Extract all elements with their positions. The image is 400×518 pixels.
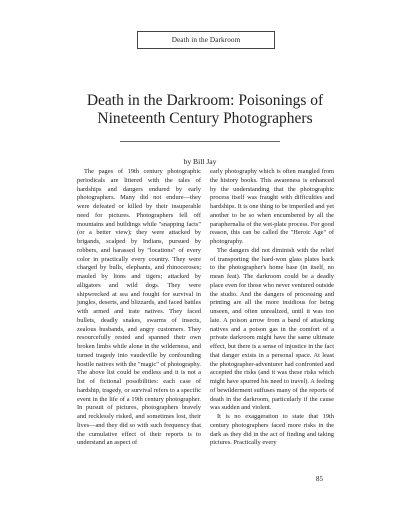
paragraph: The dangers did not diminish with the relief of transporting the hard-won glass plates back to the photographer's home base (in itself, no mean feat). The darkroom could be a deadly place even for those who never ventured outside the studio. And the dangers of processing and printing are all the more insidious for being unseen, and often unrealized, until it was too late. A poison arrow from a band of attacking natives and a poison gas in the comfort of a private darkroom might have the same ultimate effect, but there is a sense of injustice in the fact that danger exists in a personal space. At least the photographer-adventurer had confronted and accepted the risks (and it was these risks which might have spurred his need to travel). A feeling of bewilderment suffuses many of the reports of death in the darkroom, particularly if the cause was sudden and violent. xyxy=(210,246,334,412)
left-column xyxy=(77,168,201,448)
paragraph: early photography which is often mangled from the history books. This awareness is enhanced by the understanding that the photographic process itself was fraught with difficulties and hardships. It is one thing to be imperiled and yet another to be so when encumbered by all the paraphernalia of the wet-plate process. For good reason, this can be called the "Heroic Age" of photography. xyxy=(210,168,334,245)
running-header xyxy=(137,31,275,49)
running-header-text: Death in the Darkroom xyxy=(171,36,241,44)
title-divider xyxy=(120,141,280,142)
byline: by Bill Jay xyxy=(183,157,217,166)
right-column xyxy=(210,168,334,448)
paragraph: The pages of 19th century photographic periodicals are littered with the tales of hardships and dangers endured by early photographers. Many did not endure—they were defeated or killed by their insuperable need for pictures. Photographers fell off mountains and buildings while "snapping facts" (or a better view); they were attacked by brigands, scalped by Indians, pursued by robbers, and harassed by "locations" of every color in practically every country. They were charged by bulls, elephants, and rhinoceroses; mauled by lions and tigers; attacked by alligators and wild dogs. They were shipwrecked at sea and fought for survival in jungles, deserts, and blizzards, and faced battles with armed and irate natives. They faced bullets, deadly snakes, swarms of insects, zealous husbands, and angry customers. They resourcefully rested and spanned their own broken limbs while alone in the wilderness, and turned tragedy into vaudeville by confounding hostile natives with the "magic" of photography. The above list could be endless and it is not a list of fictional possibilities: each case of hardship, tragedy, or survival refers to a specific event in the life of a 19th century photographer. In pursuit of pictures, photographers bravely and recklessly risked, and sometimes lost, their lives—and they did so with such frequency that the cumulative effect of their reports is to understand an aspect of xyxy=(77,168,201,447)
title-line: Nineteenth Century Photographers xyxy=(97,110,313,127)
article-title xyxy=(60,92,350,128)
paragraph: It is no exaggeration to state that 19th century photographers faced more risks in the dark as they did in the act of finding and taking pictures. Practically every xyxy=(210,413,334,447)
page-number: 85 xyxy=(316,475,323,483)
title-line: Death in the Darkroom: Poisonings of xyxy=(86,92,324,109)
